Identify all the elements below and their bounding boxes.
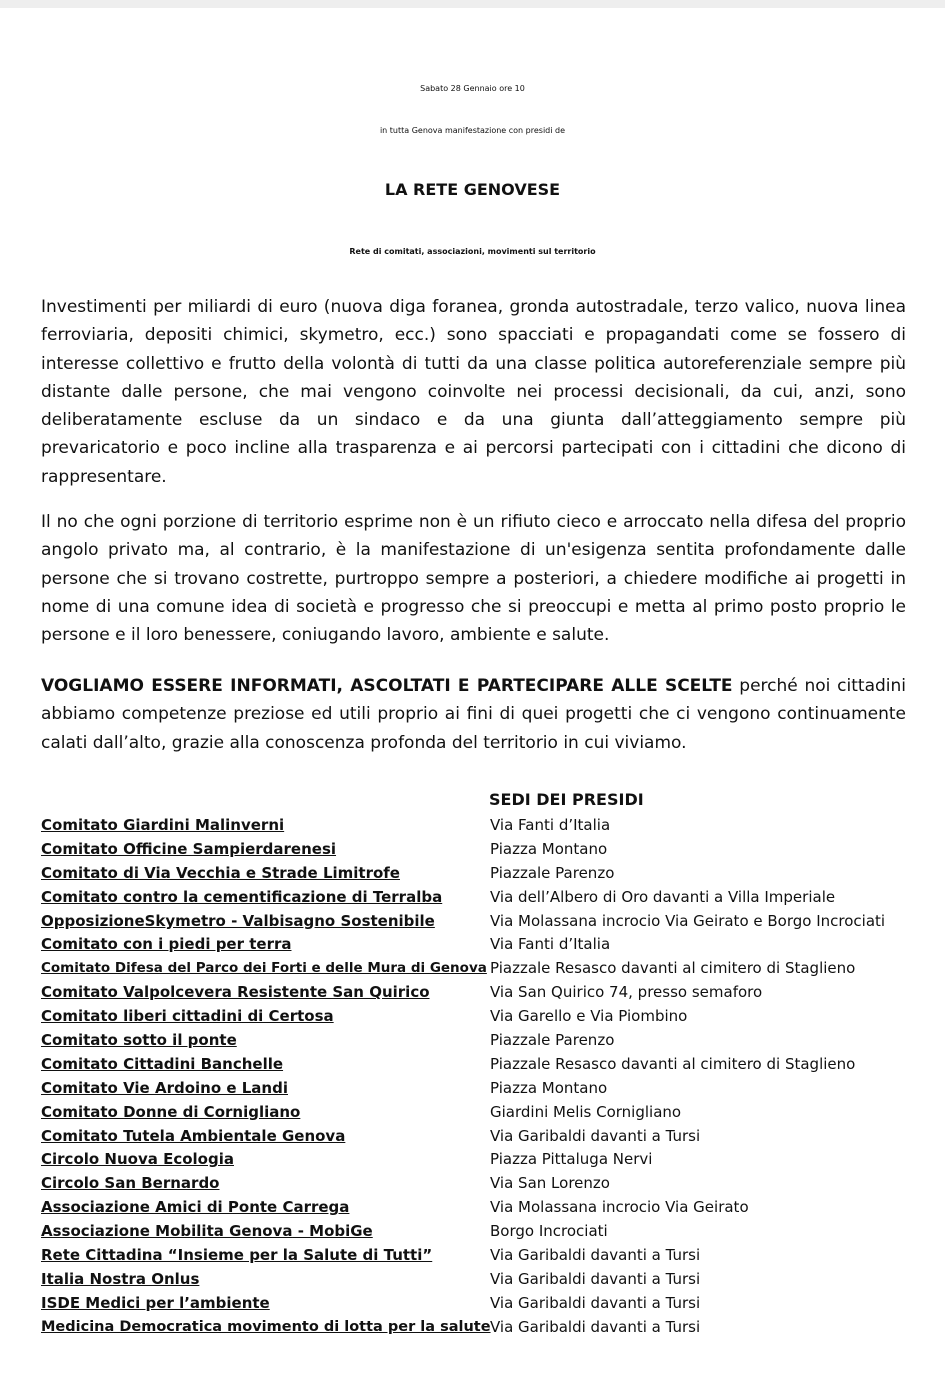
- organization-name-text: Rete Cittadina “Insieme per la Salute di Tutti”: [41, 1246, 433, 1265]
- presidio-location: Piazza Pittaluga Nervi: [490, 1150, 653, 1169]
- organization-name: [41, 1101, 300, 1125]
- organization-name: [41, 981, 430, 1005]
- presidi-row: [41, 1172, 921, 1196]
- organization-name: [41, 862, 400, 886]
- presidi-row: [41, 1148, 921, 1172]
- presidio-location: Via Garibaldi davanti a Tursi: [490, 1269, 701, 1288]
- presidi-row: [41, 910, 921, 934]
- organization-name-text: Comitato Vie Ardoino e Landi: [41, 1078, 288, 1097]
- presidio-location: Piazzale Resasco davanti al cimitero di Staglieno: [490, 959, 856, 978]
- presidi-row: [41, 814, 921, 838]
- organization-name-text: Comitato Donne di Cornigliano: [41, 1102, 301, 1121]
- presidio-location: Via dell’Albero di Oro davanti a Villa Imperiale: [490, 887, 836, 906]
- paragraph-il-no: Il no che ogni porzione di territorio esprime non è un rifiuto cieco e arroccato nella difesa del proprio angolo privato ma, al contrario, è la manifestazione di un'esigenza sentita profondamente dalle persone che si trovano costrette, purtroppo sempre a posteriori, a chiedere modifiche ai progetti in nome di una comune idea di società e progresso che si preoccupi e metta al primo posto proprio le persone e il loro benessere, coniugando lavoro, ambiente e salute.: [41, 512, 906, 646]
- organization-name-text: Comitato Cittadini Banchelle: [41, 1054, 284, 1073]
- organization-name: [41, 814, 284, 838]
- organization-name: [41, 1005, 334, 1029]
- organization-name-text: Circolo San Bernardo: [41, 1174, 220, 1193]
- presidio-location: Via Molassana incrocio Via Geirato: [490, 1198, 749, 1217]
- organization-name: [41, 1268, 199, 1292]
- presidi-heading: SEDI DEI PRESIDI: [489, 790, 644, 809]
- organization-name-text: Comitato Officine Sampierdarenesi: [41, 839, 337, 858]
- presidi-list: [41, 814, 921, 1340]
- page-subtitle: Rete di comitati, associazioni, movimenti sul territorio: [349, 247, 596, 256]
- presidio-location: Via Garibaldi davanti a Tursi: [490, 1293, 701, 1312]
- organization-name-suffix: - MobiGe: [292, 1222, 373, 1241]
- organization-name: [41, 1148, 234, 1172]
- organization-name-text: Italia Nostra Onlus: [41, 1269, 200, 1288]
- presidi-row: [41, 1053, 921, 1077]
- presidi-row: [41, 862, 921, 886]
- organization-name-text: Comitato sotto il ponte: [41, 1031, 237, 1050]
- presidio-location: Giardini Melis Cornigliano: [490, 1102, 682, 1121]
- organization-name-text: Comitato Tutela Ambientale Genova: [41, 1126, 346, 1145]
- presidio-location: Via Garello e Via Piombino: [490, 1007, 688, 1026]
- presidi-row: [41, 1268, 921, 1292]
- paragraph-investimenti: Investimenti per miliardi di euro (nuova diga foranea, gronda autostradale, terzo valico, nuova linea ferroviaria, depositi chimici, skymetro, ecc.) sono spacciati e propagandati come se fossero di interesse collettivo e frutto della volontà di tutti da una classe politica autoreferenziale sempre più distante dalle persone, che mai vengono coinvolte nei processi decisionali, da cui, anzi, sono deliberatamente escluse da un sindaco e da una giunta dall’atteggiamento sempre più prevaricatorio e poco incline alla trasparenza e ai percorsi partecipati con i cittadini che dicono di rappresentare.: [41, 297, 906, 487]
- presidio-location: Via Garibaldi davanti a Tursi: [490, 1246, 701, 1265]
- organization-name: [41, 1316, 491, 1340]
- presidi-row: [41, 957, 921, 981]
- presidio-location: Piazza Montano: [490, 1078, 608, 1097]
- presidio-location: Borgo Incrociati: [490, 1222, 608, 1241]
- paragraph-vogliamo-rest: perché noi cittadini abbiamo competenze preziose ed utili proprio ai fini di quei progetti che ci vengono continuamente calati dall’alto, grazie alla conoscenza profonda del territorio in cui viviamo.: [41, 676, 906, 753]
- presidio-location: Via Garibaldi davanti a Tursi: [490, 1317, 701, 1336]
- presidio-location: Via San Quirico 74, presso semaforo: [490, 983, 763, 1002]
- organization-name: [41, 957, 487, 981]
- organization-name: [41, 886, 442, 910]
- organization-name-text: Comitato Giardini Malinverni: [41, 816, 285, 834]
- organization-name-text: Comitato liberi cittadini di Certosa: [41, 1007, 334, 1026]
- presidi-row: [41, 838, 921, 862]
- presidi-row: [41, 933, 921, 957]
- organization-name-text: ISDE Medici per l’ambiente: [41, 1293, 270, 1312]
- event-description-line: in tutta Genova manifestazione con presidi de: [379, 126, 566, 135]
- presidio-location: Piazzale Resasco davanti al cimitero di Staglieno: [490, 1054, 856, 1073]
- presidi-row: [41, 1005, 921, 1029]
- organization-name: [41, 1196, 349, 1220]
- presidi-row: [41, 1220, 921, 1244]
- organization-name-text: Comitato con i piedi per terra: [41, 935, 292, 954]
- presidio-location: Piazzale Parenzo: [490, 863, 615, 882]
- presidio-location: Via Garibaldi davanti a Tursi: [490, 1126, 701, 1145]
- organization-name: [41, 1292, 270, 1316]
- presidi-row: [41, 1316, 921, 1340]
- presidi-row: [41, 1292, 921, 1316]
- event-date-line: Sabato 28 Gennaio ore 10: [420, 84, 525, 93]
- presidio-location: Piazza Montano: [490, 839, 608, 858]
- presidio-location: Via Molassana incrocio Via Geirato e Borgo Incrociati: [490, 911, 886, 930]
- organization-name-text: Comitato di Via Vecchia e Strade Limitrofe: [41, 863, 400, 882]
- presidi-row: [41, 981, 921, 1005]
- organization-name-text: Comitato contro la cementificazione di Terralba: [41, 887, 443, 906]
- organization-name: [41, 910, 435, 934]
- presidi-row: [41, 1101, 921, 1125]
- organization-name: [41, 1244, 432, 1268]
- presidio-location: Via Fanti d’Italia: [490, 935, 611, 954]
- organization-name-text: Associazione Mobilita Genova: [41, 1222, 293, 1241]
- organization-name-text: Associazione Amici di Ponte Carrega: [41, 1198, 350, 1217]
- organization-name: [41, 838, 336, 862]
- organization-name-text: Medicina Democratica movimento di lotta per la salute: [41, 1318, 491, 1335]
- organization-name: [41, 1029, 237, 1053]
- organization-name: [41, 933, 291, 957]
- organization-name-text: Comitato Valpolcevera Resistente San Quirico: [41, 983, 430, 1002]
- page-title: LA RETE GENOVESE: [384, 180, 561, 199]
- organization-name: [41, 1077, 288, 1101]
- organization-name: [41, 1125, 345, 1149]
- organization-name: [41, 1053, 283, 1077]
- organization-name: [41, 1220, 373, 1244]
- paragraph-vogliamo-bold: VOGLIAMO ESSERE INFORMATI, ASCOLTATI E PARTECIPARE ALLE SCELTE: [41, 676, 733, 696]
- organization-name-text: Circolo Nuova Ecologia: [41, 1150, 234, 1169]
- presidi-row: [41, 1077, 921, 1101]
- top-band: [0, 0, 945, 8]
- organization-name-text: OpposizioneSkymetro - Valbisagno Sostenibile: [41, 911, 435, 930]
- presidio-location: Piazzale Parenzo: [490, 1031, 615, 1050]
- presidi-row: [41, 1029, 921, 1053]
- presidio-location: Via Fanti d’Italia: [490, 816, 611, 834]
- organization-name: [41, 1172, 219, 1196]
- presidi-row: [41, 1196, 921, 1220]
- presidi-row: [41, 1125, 921, 1149]
- presidi-row: [41, 886, 921, 910]
- presidi-row: [41, 1244, 921, 1268]
- presidio-location: Via San Lorenzo: [490, 1174, 610, 1193]
- paragraph-vogliamo: [41, 672, 906, 757]
- organization-name-text: Comitato Difesa del Parco dei Forti e delle Mura di Genova: [41, 960, 487, 977]
